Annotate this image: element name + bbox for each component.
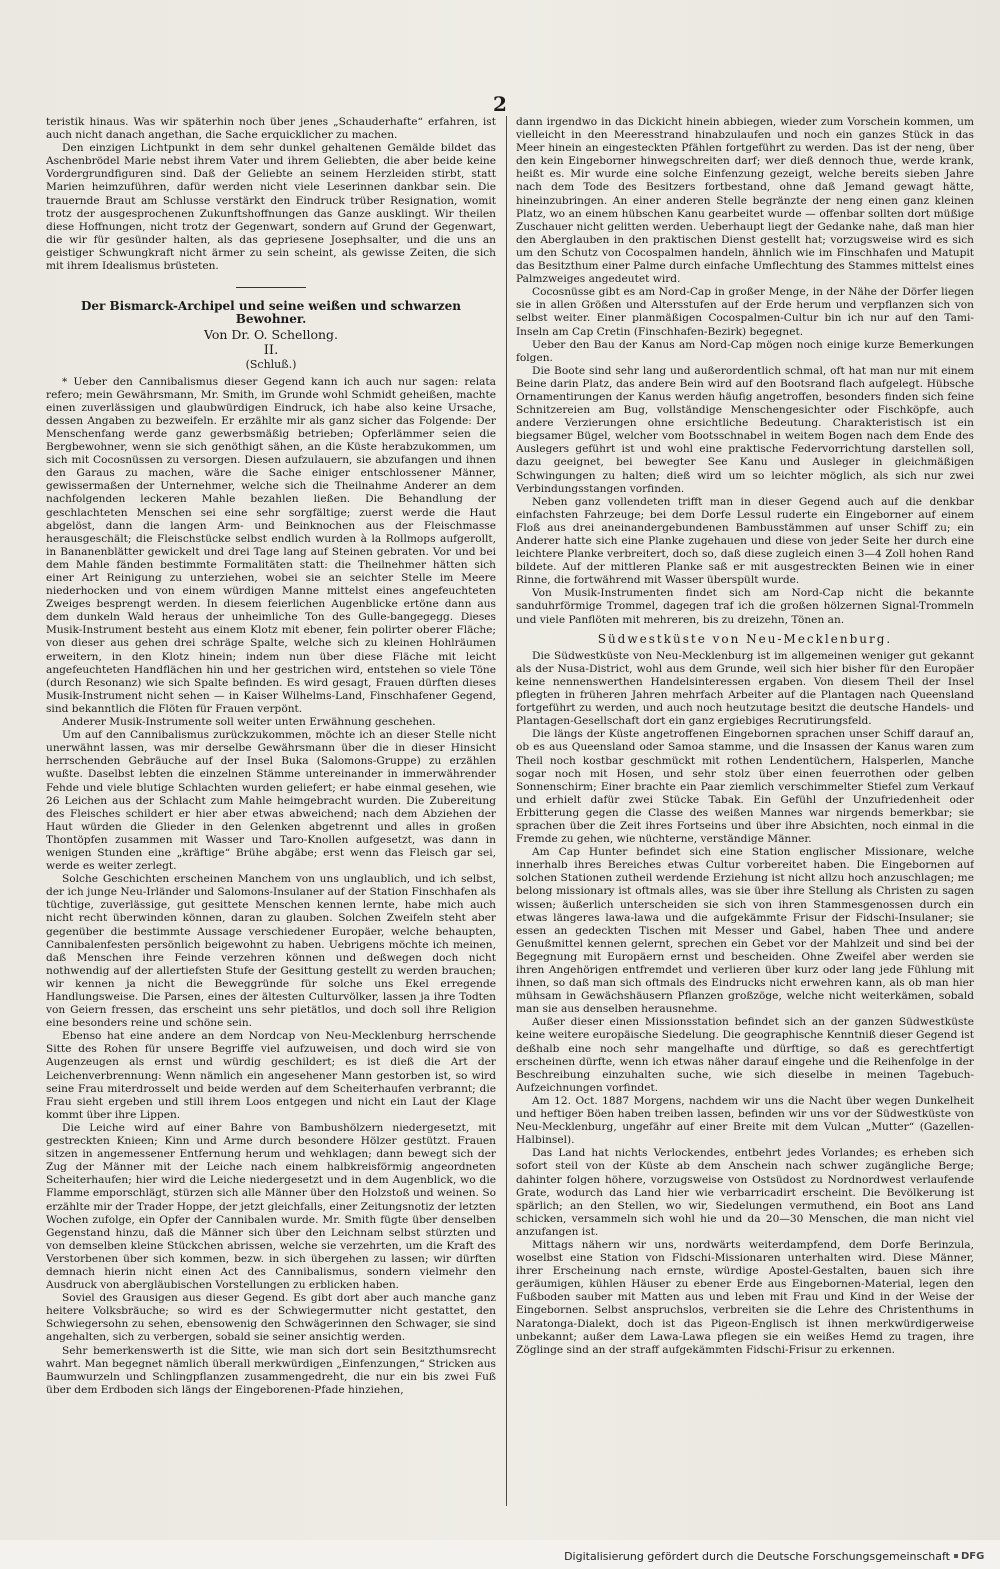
- paragraph: Um auf den Cannibalismus zurückzukommen, möchte ich an dieser Stelle nicht unerwähnt lassen, was mir derselbe Gewährsmann über die in dieser Hinsicht herrschenden Gebräuche auf der Insel Buka (Salomons-Gruppe) zu erzählen wußte. Daselbst lebten die einzelnen Stämme untereinander in immerwährender Fehde und viele blutige Schlachten wurden geliefert; er habe einmal gesehen, wie 26 Leichen aus der Schlacht zum Mahle heimgebracht wurden. Die Zubereitung des Fleisches schildert er hier aber etwas abweichend; nach dem Abziehen der Haut würden die Glieder in den Gelenken abgetrennt und alles in großen Thontöpfen zusammen mit Wasser und Taro-Knollen aufgesetzt, was dann in wenigen Stunden eine „kräftige“ Brühe abgäbe; erst wenn das Fleisch gar sei, werde es weiter zerlegt.: [46, 729, 496, 873]
- paragraph: dann irgendwo in das Dickicht hinein abbiegen, wieder zum Vorschein kommen, um vielleicht in den Meeresstrand hinabzulaufen und noch ein ganzes Stück in das Meer hinein an eingesteckten Pfählen fortgeführt zu werden. Das ist der neng, über den kein Eingeborner hinwegschreiten darf; wer dieß dennoch thue, werde krank, heißt es. Mir wurde eine solche Einfenzung gezeigt, welche bereits sieben Jahre nach dem Tode des Besitzers fortbestand, ohne daß Jemand gewagt hätte, hineinzubringen. An einer anderen Stelle begränzte der neng einen ganz kleinen Platz, wo an einem hübschen Kanu gearbeitet wurde — offenbar sollten dort müßige Zuschauer nicht gelitten werden. Ueberhaupt liegt der Gedanke nahe, daß man hier den Aberglauben in den praktischen Dienst gestellt hat; vorzugsweise wird es sich um den Schutz von Cocospalmen handeln, ähnlich wie im Finschhafen und Matupit das Besitzthum einer Palme durch einfache Umflechtung des Stammes mittelst eines Palmzweiges angedeutet wird.: [516, 116, 974, 286]
- section-divider: [236, 287, 306, 288]
- paragraph: Den einzigen Lichtpunkt in dem sehr dunkel gehaltenen Gemälde bildet das Aschenbrödel Marie nebst ihrem Vater und ihrem Geliebten, die aber beide keine Vordergrundfiguren sind. Daß der Geliebte an seinem Herzleiden stirbt, statt Marien heimzuführen, dafür werden nicht viele Leserinnen dankbar sein. Die trauernde Braut am Schlusse verstärkt den Eindruck trüber Resignation, womit trotz der ausgesprochenen Zukunftshoffnungen das Ganze ausklingt. Wir theilen diese Hoffnungen, nicht trotz der Gegenwart, sondern auf Grund der Gegenwart, die wir für gesünder halten, als das gepriesene Josephsalter, und die uns an geistiger Schwungkraft nicht ärmer zu sein scheint, als gewisse Zeiten, die sich mit ihrem Idealismus brüsteten.: [46, 142, 496, 273]
- paragraph: teristik hinaus. Was wir späterhin noch über jenes „Schauderhafte“ erfahren, ist auch nicht danach angethan, die Sache erquicklicher zu machen.: [46, 116, 496, 142]
- paragraph: Soviel des Grausigen aus dieser Gegend. Es gibt dort aber auch manche ganz heitere Volksbräuche; so wird es der Schwiegermutter nicht gestattet, den Schwiegersohn zu sehen, ebensowenig den Schwägerinnen den Schwager, sie sind angehalten, sich zu verbergen, sobald sie seiner ansichtig werden.: [46, 1292, 496, 1344]
- column-divider: [506, 116, 507, 1506]
- paragraph: Anderer Musik-Instrumente soll weiter unten Erwähnung geschehen.: [62, 716, 436, 729]
- paragraph: Von Musik-Instrumenten findet sich am Nord-Cap nicht die bekannte sanduhrförmige Trommel, dagegen traf ich die großen hölzernen Signal-Trommeln und viele Panflöten mit mehreren, bis zu dreizehn, Tönen an.: [516, 587, 974, 626]
- right-column: [516, 116, 974, 1506]
- paragraph: Cocosnüsse gibt es am Nord-Cap in großer Menge, in der Nähe der Dörfer liegen sie in allen Größen und Altersstufen auf der Erde herum und verpflanzen sich von selbst weiter. Einer planmäßigen Cocospalmen-Cultur bin ich nur auf den Tami-Inseln am Cap Cretin (Finschhafen-Bezirk) begegnet.: [516, 286, 974, 338]
- article-subnote: (Schluß.): [245, 357, 297, 371]
- footer-credit: Digitalisierung gefördert durch die Deutsche Forschungsgemeinschaft: [564, 1550, 950, 1563]
- paragraph: Ueber den Bau der Kanus am Nord-Cap mögen noch einige kurze Bemerkungen folgen.: [516, 338, 974, 364]
- paragraph: Sehr bemerkenswerth ist die Sitte, wie man sich dort sein Besitzthumsrecht wahrt. Man begegnet nämlich überall merkwürdigen „Einfenzungen,“ Stricken aus Baumwurzeln und Schlingpflanzen zusammengedreht, die nur ein bis zwei Fuß über dem Erdboden sich längs der Eingeborenen-Pfade hinziehen,: [46, 1344, 496, 1396]
- paragraph: Die Südwestküste von Neu-Mecklenburg ist im allgemeinen weniger gut gekannt als der Nusa-District, wohl aus dem Grunde, weil sich hier bisher für den Europäer keine nennenswerthen Handelsinteressen ergaben. Von diesem Theil der Insel pflegten in früheren Jahren mehrfach Arbeiter auf die Plantagen nach Queensland fortgeführt zu werden, und auch noch heutzutage besitzt die deutsche Handels- und Plantagen-Gesellschaft dort ein ganz ergiebiges Recrutirungsfeld.: [516, 649, 974, 728]
- article-title: Der Bismarck-Archipel und seine weißen und schwarzen Bewohner.: [81, 299, 461, 327]
- left-column: [46, 116, 496, 1506]
- paragraph: Solche Geschichten erscheinen Manchem von uns unglaublich, und ich selbst, der ich junge Neu-Irländer und Salomons-Insulaner auf der Station Finschhafen als tüchtige, zuverlässige, gut gesittete Menschen kennen lernte, habe mich auch nicht recht überwinden können, daran zu glauben. Solchen Zweifeln steht aber gegenüber die bestimmte Aussage verschiedener Europäer, welche behaupten, Cannibalenfesten persönlich beigewohnt zu haben. Uebrigens möchte ich meinen, daß Menschen ihre Feinde verzehren können und deßwegen doch nicht nothwendig auf der allertiefsten Stufe der Gesittung gestellt zu werden brauchen; wir kennen ja nicht die Beweggründe für solche uns Ekel erregende Handlungsweise. Die Parsen, eines der ältesten Culturvölker, lassen ja ihre Todten von Geiern fressen, das erscheint uns sehr pietätlos, und doch soll ihre Religion eine besonders reine und schöne sein.: [46, 873, 496, 1030]
- paragraph: Ebenso hat eine andere an dem Nordcap von Neu-Mecklenburg herrschende Sitte des Rohen für unsere Begriffe viel aufzuweisen, und doch wird sie von Augenzeugen als ernst und würdig geschildert; es ist dieß die Art der Leichenverbrennung: Wenn nämlich ein angesehener Mann gestorben ist, so wird seine Frau miterdrosselt und beide werden auf dem Scheiterhaufen verbrannt; die Frau sieht ergeben und still ihrem Loos entgegen und nicht ein Laut der Klage kommt über ihre Lippen.: [46, 1030, 496, 1121]
- section-heading: Südwestküste von Neu-Mecklenburg.: [597, 631, 893, 646]
- paragraph: Die Boote sind sehr lang und außerordentlich schmal, oft hat man nur mit einem Beine darin Platz, das andere Bein wird auf den Bootsrand flach aufgelegt. Hübsche Ornamentirungen der Kanus werden häufig angetroffen, besonders finden sich feine Schnitzereien am Bug, vollständige Menschengesichter oder Fischköpfe, auch andere Verzierungen ohne ersichtliche Bedeutung. Charakteristisch ist ein biegsamer Bügel, welcher vom Bootsschnabel in weitem Bogen nach dem Ende des Auslegers geführt ist und wohl eine praktische Federvorrichtung darstellen soll, dazu geeignet, bei bewegter See Kanu und Ausleger in gleichmäßigen Schwingungen zu halten; dieß wird um so leichter möglich, als sich nur zwei Verbindungsstangen vorfinden.: [516, 364, 974, 495]
- paragraph: Mittags nähern wir uns, nordwärts weiterdampfend, dem Dorfe Berinzula, woselbst eine Station von Fidschi-Missionaren unterhalten wird. Diese Männer, ihrer Erscheinung nach ernste, würdige Apostel-Gestalten, bauen sich ihre geräumigen, kühlen Häuser zu ebener Erde aus Eingebornen-Material, legen den Fußboden sauber mit Matten aus und leben mit Frau und Kind in der Weise der Eingebornen. Selbst anspruchslos, verbreiten sie die Lehre des Christenthums in Naratonga-Dialekt, doch ist das Pigeon-Englisch ist ihnen merkwürdigerweise unbekannt; außer dem Lawa-Lawa pflegen sie ein weißes Hemd zu tragen, ihre Zöglinge sind an der straff aufgekämmten Fidschi-Frisur zu erkennen.: [516, 1238, 974, 1356]
- dfg-logo-icon: [954, 1548, 990, 1564]
- paragraph: Die längs der Küste angetroffenen Eingebornen sprachen unser Schiff darauf an, ob es aus Queensland oder Samoa stamme, und die Insassen der Kanus waren zum Theil noch kostbar geschmückt mit rothen Lendentüchern, Halsperlen, Manche sogar noch mit Hosen, und sehr stolz über einen feuerrothen oder gelben Sonnenschirm; Einer brachte ein Paar ziemlich verschimmelter Stiefel zum Verkauf und erhielt dafür zwei Stücke Tabak. Ein Gefühl der Unzufriedenheit oder Erbitterung gegen die Classe des weißen Mannes war nirgends bemerkbar; sie sprachen über die Zeit ihres Fortseins und über ihre Absichten, noch einmal in die Fremde zu gehen, wie nüchterne, verständige Männer.: [516, 728, 974, 846]
- paragraph: * Ueber den Cannibalismus dieser Gegend kann ich auch nur sagen: relata refero; mein Gewährsmann, Mr. Smith, im Grunde wohl Schmidt geheißen, machte einen zuverlässigen und glaubwürdigen Eindruck, ich habe also keine Ursache, dessen Angaben zu bezweifeln. Er erzählte mir als ganz sicher das Folgende: Der Menschenfang werde ganz gewerbsmäßig betrieben; Opferlämmer seien die Bergbewohner, wenn sie sich genöthigt sähen, an die Küste herabzukommen, um sich mit Cocosnüssen zu versorgen. Diesen aufzulauern, sie abzufangen und ihnen den Garaus zu machen, wäre die Sache einiger entschlossener Männer, gewissermaßen der Unternehmer, welche sich die Theilnahme Anderer an dem nachfolgenden leckeren Mahle bezahlen ließen. Die Behandlung der geschlachteten Menschen sei eine sehr sorgfältige; zuerst werde die Haut abgelöst, dann die langen Arm- und Beinknochen aus der Fleischmasse herausgeschält; die Fleischstücke selbst endlich wurden à la Rollmops aufgerollt, in Bananenblätter gewickelt und drei Tage lang auf Steinen gebraten. Vor und bei dem Mahle fänden bestimmte Formalitäten statt: die Theilnehmer hätten sich einer Art Reinigung zu unterziehen, wobei sie an seichter Stelle im Meere niederhocken und von einem würdigen Manne mittelst eines angefeuchteten Zweiges besprengt werden. In diesem feierlichen Augenblicke ertöne dann aus dem dunkeln Wald heraus der unheimliche Ton des Gulle-bangegegg. Dieses Musik-Instrument besteht aus einem Klotz mit ebener, fein polirter oberer Fläche; von dieser aus gehen drei schräge Spalte, welche sich zu kleinen Hohlräumen erweitern, in den Klotz hinein; indem nun über diese Fläche mit leicht angefeuchteten Handflächen hin und her gestrichen wird, entstehen so viele Töne (durch Resonanz) wie sich Spalte befinden. Es wird gesagt, Frauen dürften dieses Musik-Instrument nicht sehen — in Kaiser Wilhelms-Land, Finschhafener Gegend, sind bekanntlich die Flöten für Frauen verpönt.: [46, 375, 496, 715]
- article-part-number: II.: [263, 343, 279, 359]
- article-byline: Von Dr. O. Schellong.: [203, 327, 339, 343]
- paragraph: Das Land hat nichts Verlockendes, entbehrt jedes Vorlandes; es erheben sich sofort steil von der Küste ab dem Anschein nach schwer zugängliche Berge; dahinter folgen höhere, vorzugsweise von Ostsüdost zu Nordnordwest verlaufende Grate, wodurch das Land hier wie verbarricadirt erscheint. Die Bevölkerung ist spärlich; an den Stellen, wo wir, Siedelungen vermuthend, ein Boot ans Land schicken, versammeln sich wohl hie und da 20—30 Menschen, die man nicht viel anzufangen ist.: [516, 1147, 974, 1238]
- digitization-footer: [0, 1540, 1000, 1569]
- paragraph: Am 12. Oct. 1887 Morgens, nachdem wir uns die Nacht über wegen Dunkelheit und heftiger Böen haben treiben lassen, befinden wir uns vor der Südwestküste von Neu-Mecklenburg, ungefähr auf einer Breite mit dem Vulcan „Mutter“ (Gazellen-Halbinsel).: [516, 1094, 974, 1147]
- dfg-logo-text: DFG: [961, 1550, 985, 1562]
- paragraph: Am Cap Hunter befindet sich eine Station englischer Missionare, welche innerhalb ihres Bereiches etwas Cultur vorbereitet haben. Die Eingebornen auf solchen Stationen zutheil werdende Erziehung ist nicht allzu hoch anzuschlagen; me belong missionary ist oftmals alles, was sie über ihre Stellung als Christen zu sagen wissen; äußerlich unterscheiden sie sich von ihren Stammesgenossen durch ein etwas längeres lawa-lawa und die aufgekämmte Frisur der Fidschi-Insulaner; sie essen an gedeckten Tischen mit Messer und Gabel, haben Thee und andere Genußmittel kennen gelernt, sprechen ein Gebet vor der Mahlzeit und sind bei der Begegnung mit Europäern ernst und bescheiden. Ohne Zweifel aber werden sie ihren Angehörigen entfremdet und verlieren über kurz oder lang jede Fühlung mit ihnen, so daß man sich oftmals des Eindrucks nicht erwehren kann, als ob man hier mühsam in Gewächshäusern Pflanzen großzöge, welche nicht weiterkämen, sobald man sie aus denselben herausnehme.: [516, 846, 974, 1016]
- paragraph: Die Leiche wird auf einer Bahre von Bambushölzern niedergesetzt, mit gestreckten Knieen; Kinn und Arme durch besondere Hölzer gestützt. Frauen sitzen in angemessener Entfernung herum und wehklagen; dann bewegt sich der Zug der Männer mit der Leiche nach einem halbkreisförmig angeordneten Scheiterhaufen; hier wird die Leiche niedergesetzt und in dem Augenblick, wo die Flamme emporschlägt, stürzen sich alle Männer über den Holzstoß und weinen. So erzählte mir der Trader Hoppe, der jetzt gleichfalls, einer Zeitungsnotiz der letzten Wochen zufolge, ein Opfer der Cannibalen wurde. Mr. Smith fügte über denselben Gegenstand hinzu, daß die Männer sich über den Leichnam selbst stürzten und von demselben kleine Stückchen abrissen, welche sie verzehrten, um die Kraft des Verstorbenen über sich kommen, bezw. in sich übergehen zu lassen; wir dürften demnach hierin nicht einen Act des Cannibalismus, sondern vielmehr den Ausdruck von abergläubischen Vorstellungen zu erblicken haben.: [46, 1121, 496, 1292]
- paragraph: Neben ganz vollendeten trifft man in dieser Gegend auch auf die denkbar einfachsten Fahrzeuge; bei dem Dorfe Lessul ruderte ein Eingeborner auf einem Floß aus drei aneinandergebundenen Bambusstämmen auf unser Schiff zu; ein Anderer hatte sich eine Planke zugehauen und diese von jeder Seite her durch eine leichtere Planke verbreitert, doch so, daß diese zugleich einen 3—4 Zoll hohen Rand bildete. Auf der mittleren Planke saß er mit ausgestreckten Beinen wie in einer Rinne, die fortwährend mit Wasser überspült wurde.: [516, 495, 974, 587]
- page-number: 2: [493, 92, 507, 116]
- paragraph: Außer dieser einen Missionsstation befindet sich an der ganzen Südwestküste keine weitere europäische Siedelung. Die geographische Kenntniß dieser Gegend ist deßhalb eine noch sehr mangelhafte und dürftige, so daß es gerechtfertigt erscheinen dürfte, wenn ich etwas näher darauf eingehe und die Reihenfolge in der Beschreibung einzuhalten suche, wie sich dieselbe in meinen Tagebuch-Aufzeichnungen vorfindet.: [516, 1016, 974, 1094]
